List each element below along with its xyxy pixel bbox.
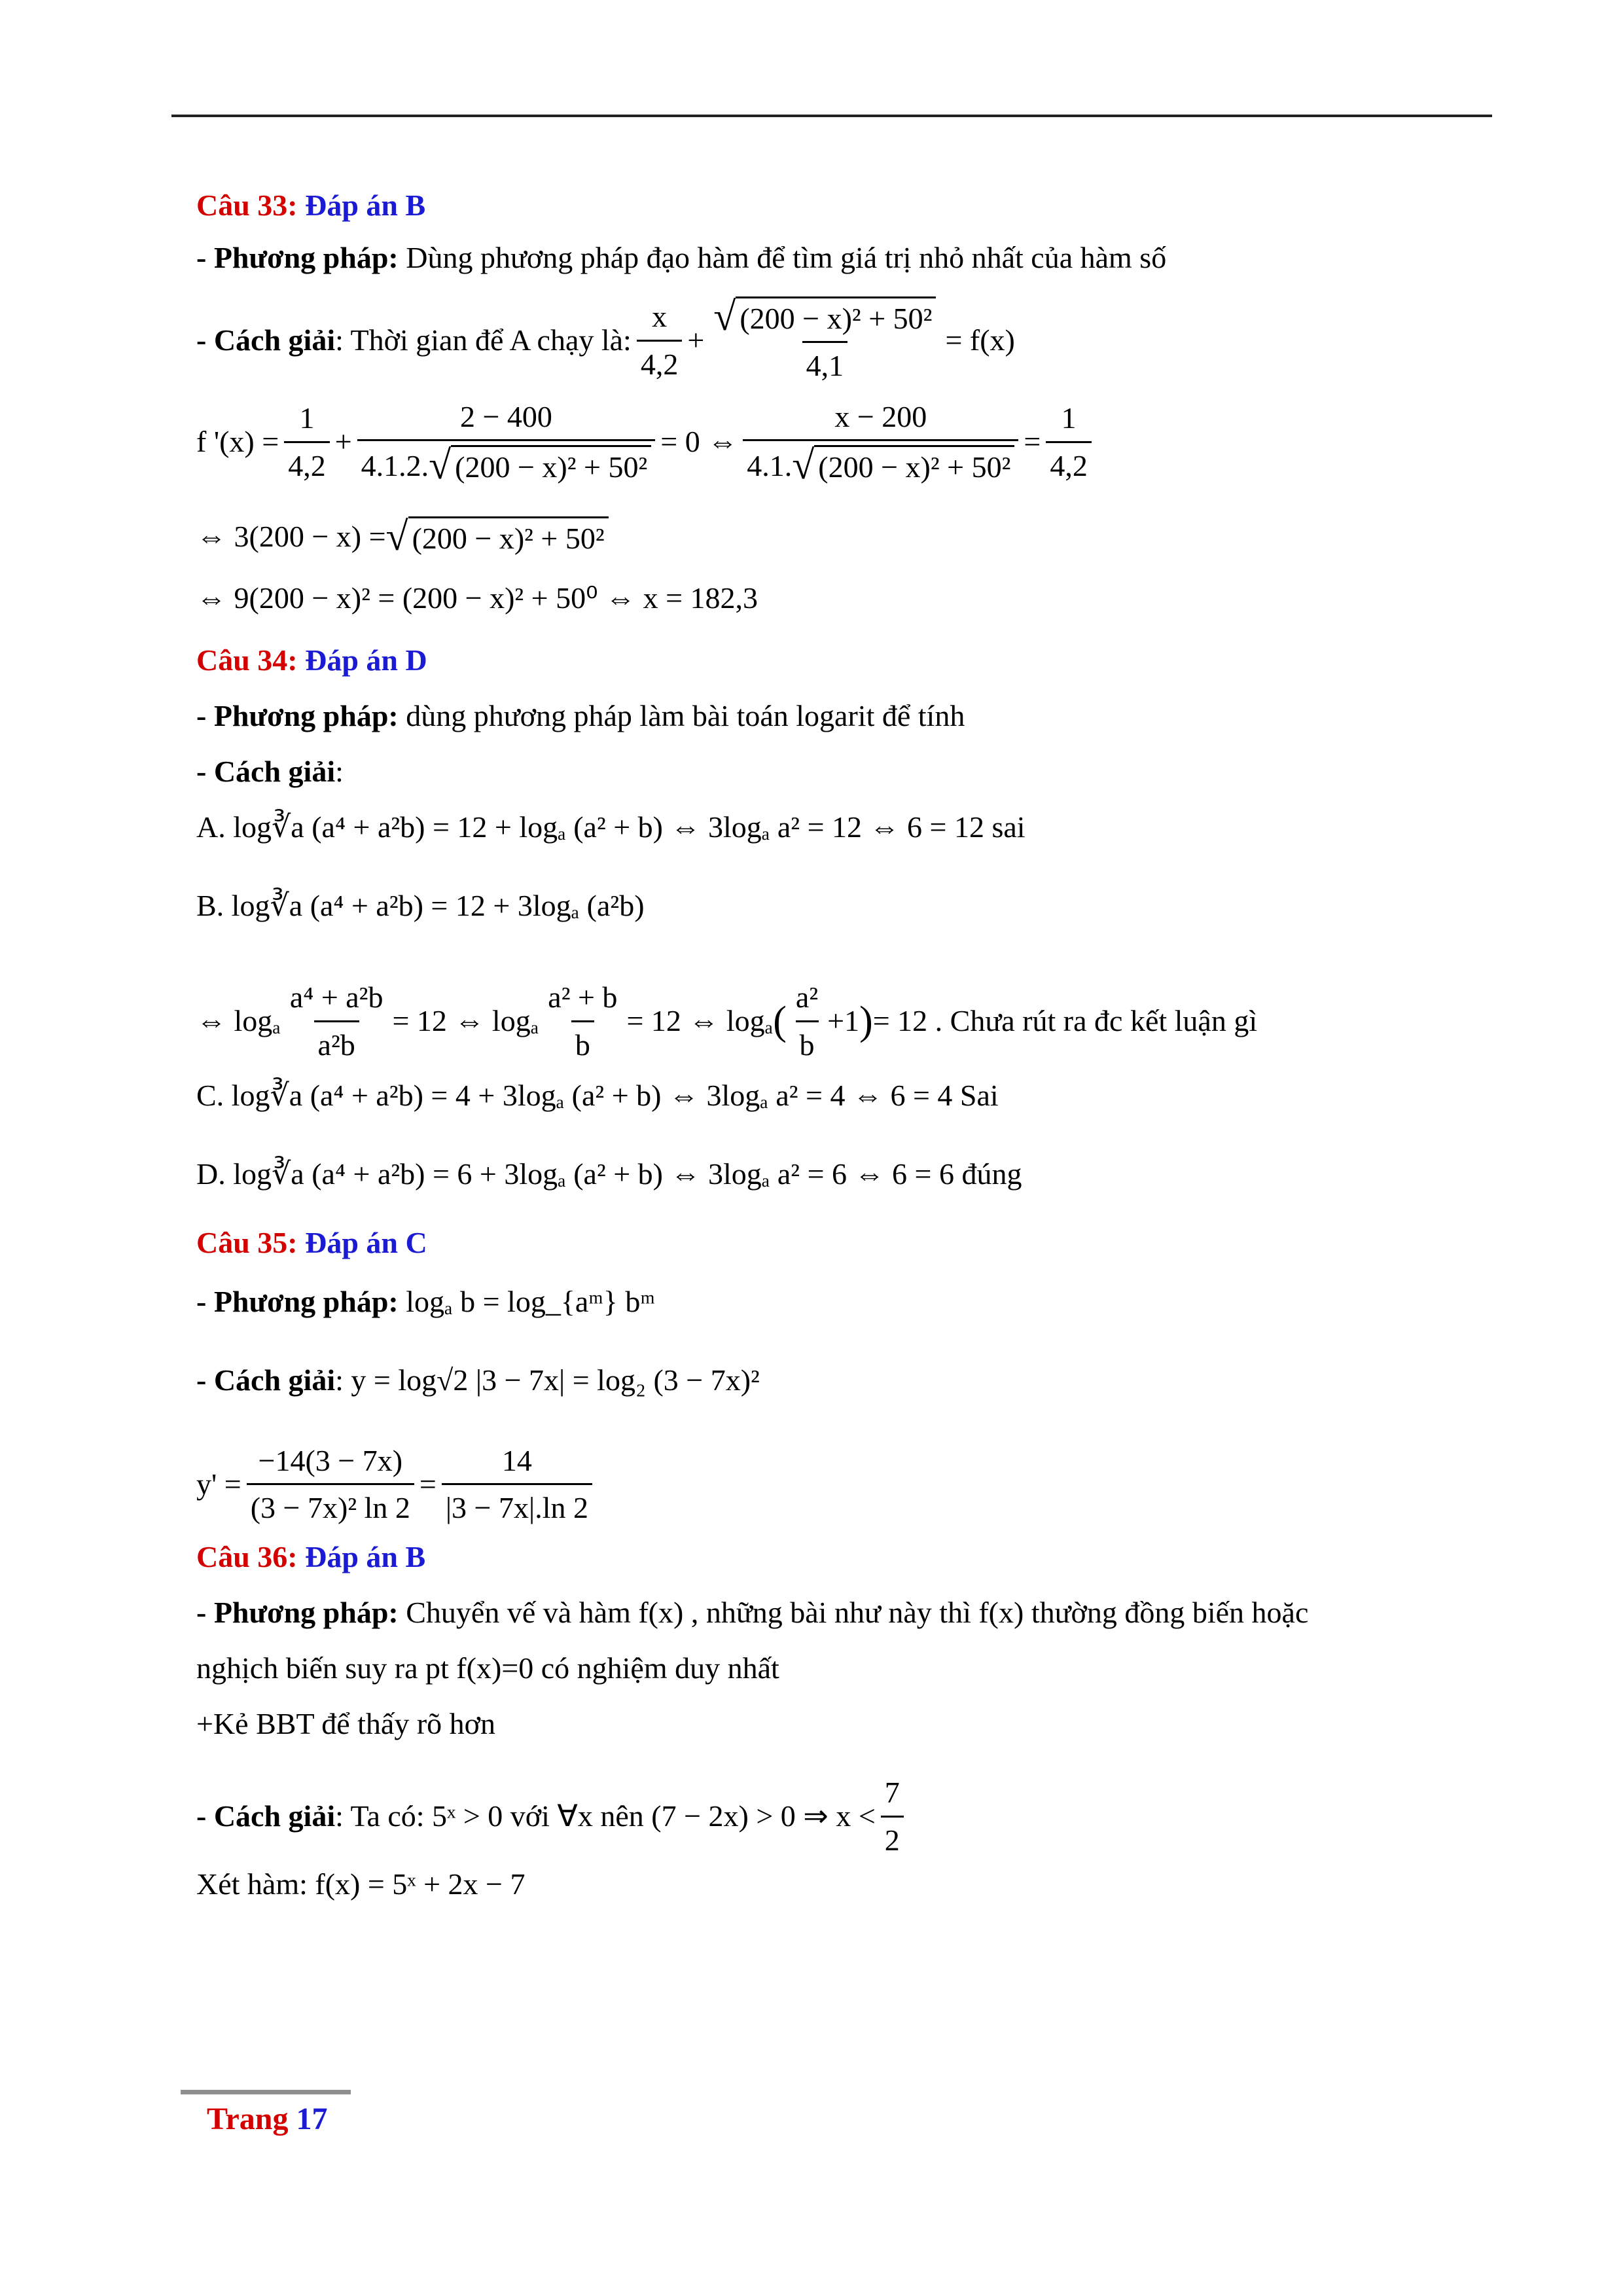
q33-eq1-frac1 — [637, 298, 683, 383]
q33-eq2-frac2 — [357, 398, 656, 486]
q34-method-label: - Phương pháp: — [196, 699, 399, 732]
q35-solution-label: - Cách giải — [196, 1363, 336, 1397]
q35-n1: −14(3 − 7x) — [258, 1443, 403, 1477]
q34-b2-m1: = 12 ⇔ logₐ — [392, 1004, 539, 1038]
q34-b2-frac3 — [792, 978, 822, 1064]
q33-eq2-radicand-2: (200 − x)² + 50² — [814, 445, 1014, 486]
q35-derivative — [196, 1430, 597, 1538]
q35-eq: = — [419, 1467, 437, 1501]
q33-eq1-den1: 4,2 — [637, 340, 683, 384]
q35-frac1 — [247, 1442, 414, 1527]
page-footer — [207, 2101, 327, 2137]
q35-answer: Đáp án C — [305, 1226, 427, 1259]
q33-method-label: - Phương pháp: — [196, 241, 399, 274]
q34-heading — [196, 641, 1479, 697]
q33-eq3 — [196, 494, 609, 579]
q33-eq1-num1: x — [652, 300, 668, 333]
q34-b2-n1: a⁴ + a²b — [289, 980, 383, 1014]
q35-title: Câu 35: — [196, 1226, 298, 1259]
q36-frac — [881, 1774, 904, 1859]
q34-b2-rparen: ) — [859, 999, 873, 1043]
q34-title: Câu 34: — [196, 643, 298, 677]
q35-yp: y' = — [196, 1467, 241, 1501]
q33-eq1-frac2 — [709, 296, 940, 385]
q33-eq2-lhs: f '(x) = — [196, 425, 279, 459]
q33-eq2-mid: = 0 ⇔ — [660, 425, 738, 459]
q33-eq4: ⇔ 9(200 − x)² = (200 − x)² + 50⁰ ⇔ x = 182,3 — [196, 581, 758, 615]
q33-eq2-frac1 — [284, 399, 330, 484]
page-label: Trang — [207, 2102, 289, 2136]
q36-consider: Xét hàm: f(x) = 5ˣ + 2x − 7 — [196, 1867, 526, 1901]
q33-method — [196, 239, 1479, 291]
q33-answer: Đáp án B — [305, 188, 426, 222]
q34-b2-end: = 12 . Chưa rút ra đc kết luận gì — [872, 1004, 1258, 1038]
q33-title: Câu 33: — [196, 188, 298, 222]
q33-eq3-radicand: (200 − x)² + 50² — [408, 516, 609, 558]
q33-eq2-d1: 4,2 — [284, 441, 330, 485]
q34-b2-n3: a² — [795, 980, 819, 1014]
q33-solution-label: - Cách giải — [196, 323, 336, 357]
q33-eq2-d4: 4,2 — [1046, 441, 1092, 485]
document-body — [196, 187, 1479, 1924]
q33-eq2-frac3 — [743, 398, 1018, 486]
q33-eq2-d3: 4.1. √ (200 − x)² + 50² — [743, 439, 1018, 486]
q36-title: Câu 36: — [196, 1540, 298, 1573]
q35-solution — [196, 1361, 1479, 1430]
q33-eq1-den2: 4,1 — [802, 341, 848, 385]
q33-eq1-radicand: (200 − x)² + 50² — [736, 296, 936, 338]
q33-eq2-frac4 — [1046, 399, 1092, 484]
q33-eq3-sqrt: √ (200 − x)² + 50² — [386, 516, 609, 558]
q36-solution-text: : Ta có: 5ˣ > 0 với ∀x nên (7 − 2x) > 0 ⇒ x < — [335, 1799, 876, 1833]
q34-solution-label: - Cách giải — [196, 755, 336, 788]
q34-b2-lparen: ( — [773, 999, 787, 1043]
q36-method-line2: nghịch biến suy ra pt f(x)=0 có nghiệm duy nhất — [196, 1651, 779, 1685]
q33-eq3-lhs: ⇔ 3(200 − x) = — [196, 520, 386, 554]
q34-b2-frac1 — [286, 978, 387, 1064]
q33-eq2-n4: 1 — [1061, 401, 1077, 435]
footer-rule — [181, 2090, 351, 2094]
page-number: 17 — [296, 2102, 328, 2136]
q33-eq2-n1: 1 — [299, 401, 315, 435]
q35-heading — [196, 1224, 1479, 1283]
q36-solution-label: - Cách giải — [196, 1799, 336, 1833]
q34-b2-d2: b — [571, 1020, 594, 1064]
q34-b2-frac2 — [544, 978, 621, 1064]
q34-option-d: D. log∛a (a⁴ + a²b) = 6 + 3logₐ (a² + b) ⇔ 3logₐ a² = 6 ⇔ 6 = 6 đúng — [196, 1157, 1022, 1191]
q36-frac-n: 7 — [884, 1776, 900, 1809]
q35-frac2 — [442, 1442, 592, 1527]
header-rule — [171, 115, 1492, 117]
q33-eq2-plus: + — [334, 425, 352, 459]
q36-solution — [196, 1767, 909, 1865]
q34-option-b-derivation — [196, 965, 1257, 1077]
q36-method-label: - Phương pháp: — [196, 1596, 399, 1629]
q35-d1: (3 − 7x)² ln 2 — [247, 1483, 414, 1527]
q35-solution-text: : y = log√2 |3 − 7x| = log₂ (3 − 7x)² — [335, 1363, 760, 1397]
q36-answer: Đáp án B — [305, 1540, 426, 1573]
q33-solution — [196, 291, 1015, 389]
q34-method — [196, 697, 1479, 753]
q33-eq2-d3a: 4.1. — [747, 448, 793, 482]
q36-heading — [196, 1538, 1479, 1594]
q33-method-text: Dùng phương pháp đạo hàm để tìm giá trị nhỏ nhất của hàm số — [406, 241, 1167, 274]
q35-d2: |3 − 7x|.ln 2 — [442, 1483, 592, 1527]
q34-method-text: dùng phương pháp làm bài toán logarit để tính — [406, 699, 965, 732]
q36-method — [196, 1594, 1479, 1649]
q34-b2-pre: ⇔ logₐ — [196, 1004, 281, 1038]
q33-eq1-plus: + — [687, 323, 705, 357]
q34-b2-d1: a²b — [314, 1020, 359, 1064]
q35-n2: 14 — [501, 1443, 532, 1477]
q33-eq2-n3: x − 200 — [834, 399, 927, 433]
q33-heading — [196, 187, 1479, 239]
q35-method-text: logₐ b = log_{aᵐ} bᵐ — [406, 1285, 655, 1318]
q33-solution-text: : Thời gian để A chạy là: — [335, 323, 632, 357]
q34-answer: Đáp án D — [305, 643, 427, 677]
q34-option-c: C. log∛a (a⁴ + a²b) = 4 + 3logₐ (a² + b) ⇔ 3logₐ a² = 4 ⇔ 6 = 4 Sai — [196, 1079, 999, 1112]
q34-b2-d3: b — [796, 1020, 819, 1064]
q33-eq2-radicand-1: (200 − x)² + 50² — [451, 445, 651, 486]
q34-b2-p1: +1 — [827, 1004, 860, 1038]
q36-method-text: Chuyển vế và hàm f(x) , những bài như này thì f(x) thường đồng biến hoặc — [406, 1596, 1309, 1629]
q34-option-b: B. log∛a (a⁴ + a²b) = 12 + 3logₐ (a²b) — [196, 889, 645, 922]
q33-eq1-rhs: = f(x) — [945, 323, 1015, 357]
q34-b2-n2: a² + b — [548, 980, 618, 1014]
q34-solution — [196, 753, 1479, 808]
q33-eq2-n2: 2 − 400 — [459, 399, 552, 433]
q34-option-a: A. log∛a (a⁴ + a²b) = 12 + logₐ (a² + b) ⇔ 3logₐ a² = 12 ⇔ 6 = 12 sai — [196, 810, 1026, 844]
q33-eq2-d2: 4.1.2. √ (200 − x)² + 50² — [357, 439, 656, 486]
q33-eq2-d2a: 4.1.2. — [361, 448, 429, 482]
q33-eq2 — [196, 389, 1097, 494]
q36-method-line3: +Kẻ BBT để thấy rõ hơn — [196, 1707, 495, 1740]
q34-b2-m2: = 12 ⇔ logₐ — [626, 1004, 774, 1038]
q36-frac-d: 2 — [881, 1816, 904, 1859]
q35-method-label: - Phương pháp: — [196, 1285, 399, 1318]
q33-eq1-sqrt: √ (200 − x)² + 50² — [709, 296, 940, 342]
q35-method — [196, 1283, 1479, 1361]
q34-solution-text: : — [335, 755, 344, 788]
q33-eq2-eq: = — [1024, 425, 1041, 459]
